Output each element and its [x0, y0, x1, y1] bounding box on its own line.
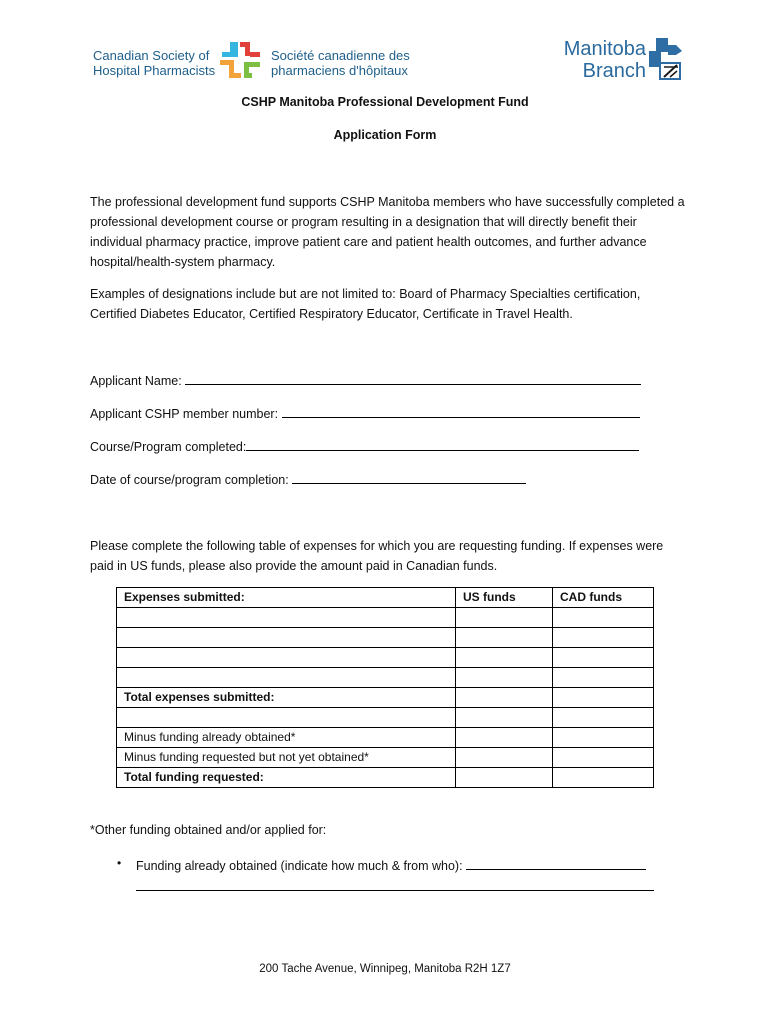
cshp-name-english: [93, 48, 216, 78]
cad-funds-cell[interactable]: [553, 728, 654, 748]
us-funds-cell[interactable]: [456, 608, 553, 628]
manitoba-branch-icon: [648, 37, 684, 81]
applicant-name-field: [90, 372, 641, 388]
expense-label-cell[interactable]: [117, 608, 456, 628]
course-program-label: Course/Program completed:: [90, 440, 247, 454]
funding-obtained-item: [136, 857, 646, 873]
member-number-input[interactable]: [282, 405, 640, 418]
table-row: [117, 668, 654, 688]
expense-label-cell[interactable]: [117, 628, 456, 648]
table-row: [117, 648, 654, 668]
course-program-field: [90, 438, 639, 454]
cshp-name-french: [271, 48, 410, 78]
member-number-label: Applicant CSHP member number:: [90, 407, 282, 421]
cad-funds-cell[interactable]: [553, 708, 654, 728]
expenses-header: Expenses submitted:: [117, 588, 456, 608]
other-funding-heading: *Other funding obtained and/or applied for:: [90, 823, 327, 837]
expense-label-cell[interactable]: [117, 648, 456, 668]
us-funds-cell[interactable]: [456, 728, 553, 748]
cshp-name-english-line2: Hospital Pharmacists: [93, 63, 216, 78]
footer-address: 200 Tache Avenue, Winnipeg, Manitoba R2H 1Z7: [259, 963, 511, 975]
completion-date-field: [90, 471, 526, 487]
form-title: CSHP Manitoba Professional Development Fund: [241, 95, 529, 109]
expense-label-cell[interactable]: [117, 668, 456, 688]
minus-requested-label: Minus funding requested but not yet obtained*: [117, 748, 456, 768]
minus-obtained-label: Minus funding already obtained*: [117, 728, 456, 748]
table-intro-paragraph: Please complete the following table of expenses for which you are requesting funding. If expenses were paid in US funds, please also provide the amount paid in Canadian funds.: [90, 539, 664, 573]
cad-funds-cell[interactable]: [553, 648, 654, 668]
applicant-name-input[interactable]: [185, 372, 641, 385]
us-funds-cell[interactable]: [456, 628, 553, 648]
branch-name-line2: Branch: [582, 60, 646, 82]
cad-funds-cell[interactable]: [553, 748, 654, 768]
member-number-field: [90, 405, 640, 421]
cad-funds-cell[interactable]: [553, 768, 654, 788]
table-row: [117, 708, 654, 728]
total-expenses-label: Total expenses submitted:: [117, 688, 456, 708]
table-row: [117, 748, 654, 768]
course-program-input[interactable]: [246, 438, 639, 451]
table-row: [117, 608, 654, 628]
cshp-name-french-line2: pharmaciens d'hôpitaux: [271, 63, 408, 78]
form-subtitle: Application Form: [333, 128, 437, 142]
expense-table-header-row: [117, 588, 654, 608]
table-row: [117, 768, 654, 788]
bullet-icon: •: [117, 856, 122, 870]
intro-paragraph: The professional development fund supports CSHP Manitoba members who have successfully completed a professional development course or program resulting in a designation that will directly benefit their individual pharmacy practice, improve patient care and patient health outcomes, and further advance hospital/health-system pharmacy.: [90, 195, 685, 269]
us-funds-cell[interactable]: [456, 768, 553, 788]
funding-obtained-continuation-line[interactable]: [136, 878, 654, 891]
us-funds-cell[interactable]: [456, 688, 553, 708]
us-funds-cell[interactable]: [456, 748, 553, 768]
total-funding-requested-label: Total funding requested:: [117, 768, 456, 788]
completion-date-input[interactable]: [292, 471, 526, 484]
cshp-logo-icon: [216, 40, 264, 82]
expense-label-cell[interactable]: [117, 708, 456, 728]
table-row: [117, 628, 654, 648]
us-funds-cell[interactable]: [456, 648, 553, 668]
funding-obtained-label: Funding already obtained (indicate how much & from who):: [136, 859, 467, 873]
applicant-name-label: Applicant Name:: [90, 374, 186, 388]
table-row: [117, 688, 654, 708]
completion-date-label: Date of course/program completion:: [90, 473, 293, 487]
us-funds-cell[interactable]: [456, 668, 553, 688]
cshp-name-english-line1: Canadian Society of: [93, 48, 210, 63]
cad-funds-cell[interactable]: [553, 608, 654, 628]
us-funds-header: US funds: [456, 588, 553, 608]
table-row: [117, 728, 654, 748]
cshp-name-french-line1: Société canadienne des: [271, 48, 410, 63]
us-funds-cell[interactable]: [456, 708, 553, 728]
cad-funds-cell[interactable]: [553, 668, 654, 688]
branch-name-line1: Manitoba: [563, 38, 646, 60]
cad-funds-header: CAD funds: [553, 588, 654, 608]
cad-funds-cell[interactable]: [553, 628, 654, 648]
examples-paragraph: Examples of designations include but are not limited to: Board of Pharmacy Specialties certification, Certified Diabetes Educator, Certified Respiratory Educator, Certificate in Travel Health.: [90, 287, 641, 321]
funding-obtained-input[interactable]: [466, 857, 646, 870]
expense-table: [116, 587, 654, 788]
cad-funds-cell[interactable]: [553, 688, 654, 708]
branch-name: [556, 38, 646, 82]
